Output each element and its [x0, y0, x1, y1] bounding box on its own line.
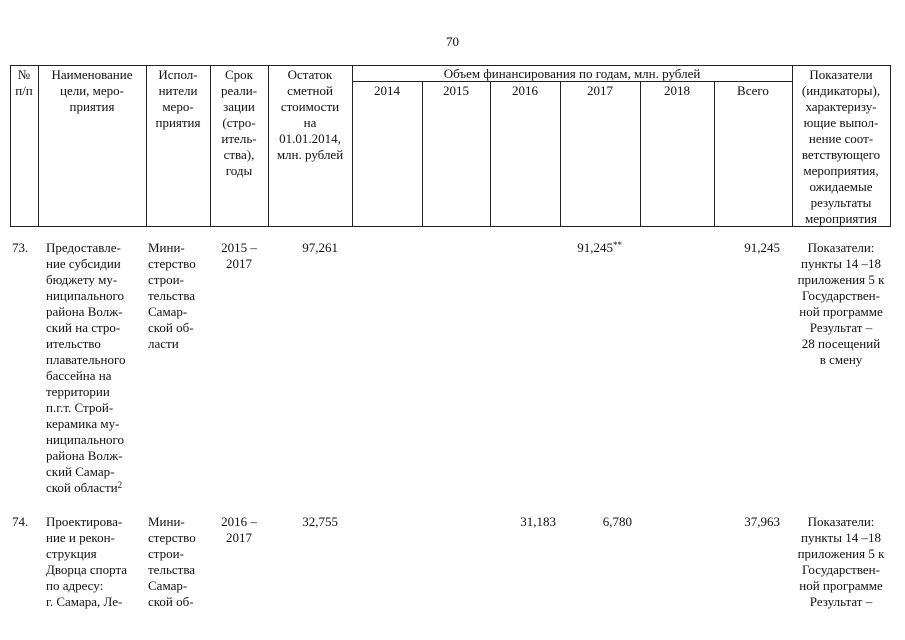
col-border-6: [422, 81, 423, 227]
row-74-term: 2016 – 2017: [221, 514, 257, 545]
header-term: Срок реали- зации (стро- итель- ства), годы: [220, 67, 258, 178]
header-year-2014: 2014: [374, 83, 400, 98]
row-73-name: [46, 240, 150, 496]
header-total: Всего: [737, 83, 769, 98]
row-74-name: Проектирова- ние и рекон- струкция Дворца спорта по адресу: г. Самара, Ле-: [46, 514, 128, 609]
row-73-term: 2015 – 2017: [221, 240, 257, 271]
page-number: 70: [446, 34, 459, 49]
row-73-name-text: Предоставле- ние субсидии бюджету му- ниципального района Волж- ский на стро- ительство плавательного бассейна на территории п.г.т. Строй- керамика му- ниципального района Волж- ский Самар- ской области: [46, 240, 126, 495]
header-name: Наименование цели, меро- приятия: [51, 67, 133, 114]
col-border-8: [560, 81, 561, 227]
header-remaining-cost: Остаток сметной стоимости на 01.01.2014, млн. рублей: [276, 67, 344, 162]
header-indicators: Показатели (индикаторы), характеризу- ющие выпол- нение соот- ветствующего мероприятия, ожидаемые результаты мероприятия: [801, 67, 881, 226]
row-74-total: 37,963: [744, 514, 780, 529]
row-73-2017-footnote-mark: **: [613, 240, 622, 250]
header-year-2018: 2018: [664, 83, 690, 98]
col-border-7: [490, 81, 491, 227]
col-border-10: [714, 81, 715, 227]
row-73-total: 91,245: [744, 240, 780, 255]
row-73-2017-value: 91,245: [577, 240, 613, 255]
row-73-remaining-cost: 97,261: [302, 240, 338, 255]
header-year-2017: 2017: [587, 83, 613, 98]
header-bottom-border: [10, 226, 890, 227]
row-74-num: 74.: [12, 514, 29, 529]
col-border-9: [640, 81, 641, 227]
header-executors: Испол- нители меро- приятия: [155, 67, 201, 130]
row-74-2017: 6,780: [602, 514, 632, 529]
row-73-executors: Мини- стерство строи- тельства Самар- ской об- ласти: [148, 240, 196, 351]
row-74-executors: Мини- стерство строи- тельства Самар- ской об-: [148, 514, 196, 609]
row-73-num: 73.: [12, 240, 29, 255]
row-74-2016: 31,183: [520, 514, 556, 529]
row-73-footnote-mark: 2: [117, 480, 123, 490]
row-74-indicators: Показатели: пункты 14 –18 приложения 5 к Государствен- ной программе Результат –: [797, 514, 885, 609]
header-year-2015: 2015: [443, 83, 469, 98]
col-border-12: [890, 65, 891, 227]
row-73-2017: [560, 240, 622, 256]
header-num: № п/п: [15, 67, 33, 98]
header-funding-group: Объем финансирования по годам, млн. рублей: [443, 66, 701, 81]
header-year-2016: 2016: [512, 83, 538, 98]
row-74-remaining-cost: 32,755: [302, 514, 338, 529]
row-73-indicators: Показатели: пункты 14 –18 приложения 5 к Государствен- ной программе Результат – 28 посещений в смену: [797, 240, 885, 367]
